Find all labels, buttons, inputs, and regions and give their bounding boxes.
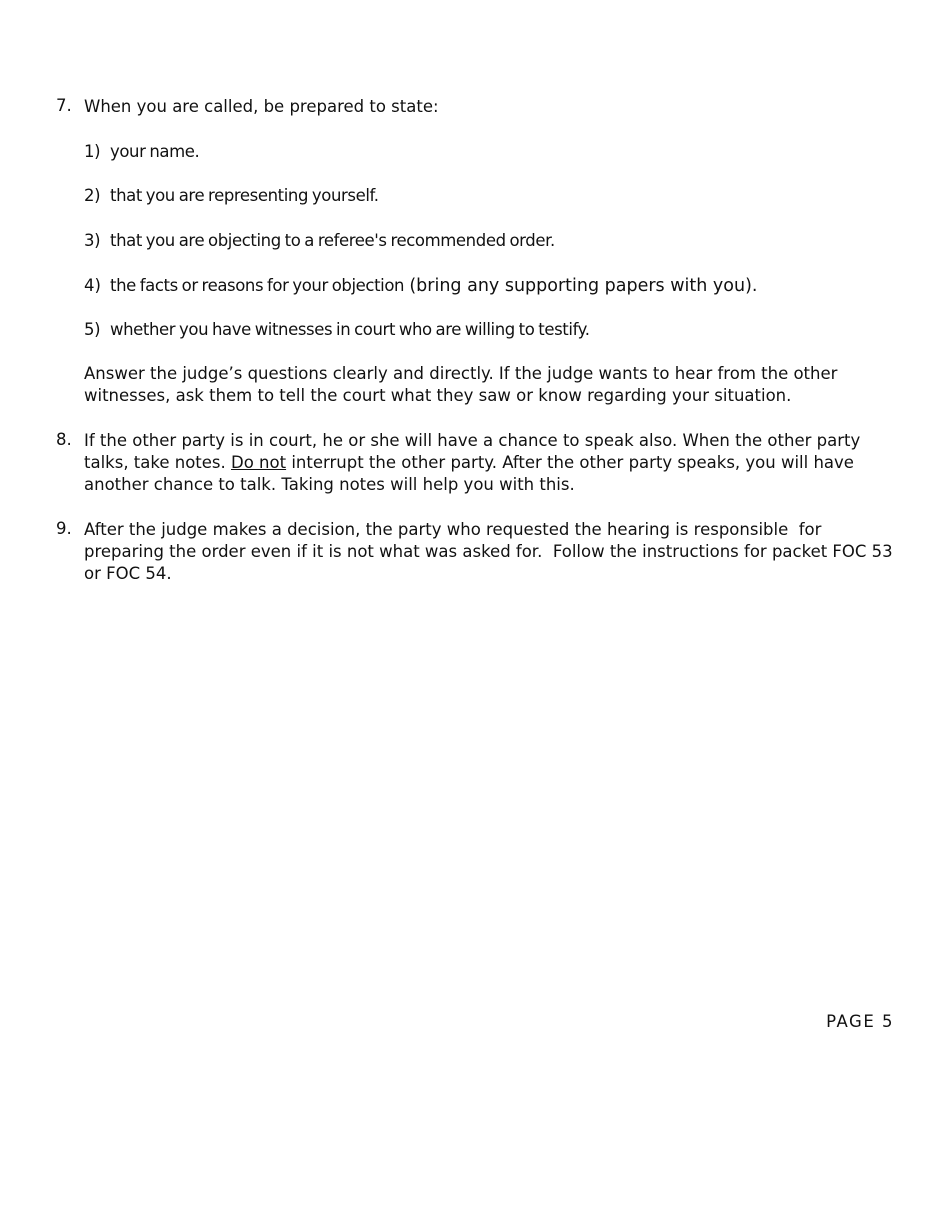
subitem-text: that you are representing yourself.: [110, 186, 379, 205]
item-number: 8.: [56, 430, 72, 449]
subitem-text: your name.: [110, 142, 200, 161]
subitem-text-extra: (bring any supporting papers with you).: [409, 276, 758, 296]
subitem-number: 2): [84, 186, 101, 205]
subitem-5: [84, 319, 884, 341]
item-9-text: After the judge makes a decision, the party who requested the hearing is responsible for preparing the order even if it is not what was asked for. Follow the instructions for packet FOC 53 or FOC 54.: [84, 520, 898, 583]
subitem-2: [84, 185, 884, 207]
list-item-8: [56, 430, 896, 496]
list-item-7: [56, 96, 896, 118]
page-number: PAGE 5: [826, 1012, 894, 1031]
item-8-text-before: If the other party is in court, he or she will have a chance to speak also. When the other party talks, take notes.: [84, 431, 861, 472]
item-number: 7.: [56, 96, 72, 115]
item-number: 9.: [56, 519, 72, 538]
item-intro: When you are called, be prepared to state:: [84, 97, 439, 116]
item-7-closing: Answer the judge’s questions clearly and directly. If the judge wants to hear from the other witnesses, ask them to tell the court what they saw or know regarding your situation.: [84, 364, 838, 405]
subitem-4: [84, 275, 884, 297]
subitem-text: the facts or reasons for your objection: [110, 276, 405, 295]
subitem-number: 5): [84, 320, 101, 339]
subitem-text: that you are objecting to a referee's recommended order.: [110, 231, 555, 250]
subitem-text: whether you have witnesses in court who are willing to testify.: [110, 320, 590, 339]
item-8-text-after: interrupt the other party. After the other party speaks, you will have another chance to talk. Taking notes will help you with this.: [84, 453, 854, 494]
subitem-3: [84, 230, 884, 252]
item-8-underlined: Do not: [231, 453, 287, 472]
subitem-number: 3): [84, 231, 101, 250]
item-8-text: [84, 430, 896, 496]
subitem-number: 1): [84, 142, 101, 161]
subitem-1: [84, 141, 884, 163]
list-item-9: [56, 519, 896, 585]
subitem-number: 4): [84, 276, 101, 295]
